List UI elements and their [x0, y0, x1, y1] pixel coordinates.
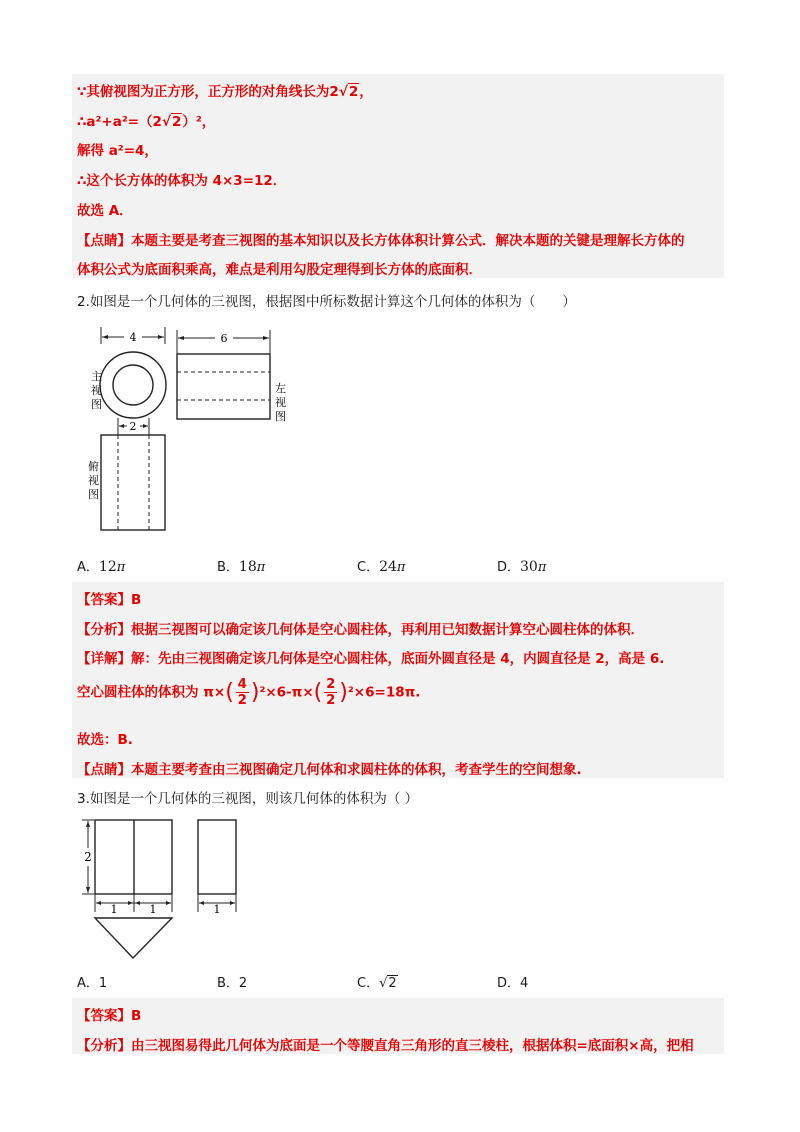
front-dim-label: 4	[129, 331, 137, 344]
top-view-triangle	[95, 918, 172, 958]
solution-line-5: 故选 A．	[77, 203, 133, 219]
side-dim-label: 6	[220, 332, 228, 345]
detail-line: 【详解】解：先由三视图确定该几何体是空心圆柱体，底面外圆直径是 4，内圆直径是 2，高是 6.	[77, 651, 665, 667]
question-2-stem: 2.如图是一个几何体的三视图，根据图中所标数据计算这个几何体的体积为（ ）	[77, 294, 576, 310]
top-view-rect	[101, 435, 165, 530]
height-label: 2	[84, 850, 92, 864]
side-view-label-2: 视	[275, 396, 286, 409]
width-label-2: 1	[149, 903, 157, 916]
solution-line-1: ∵其俯视图为正方形，正方形的对角线长为2√2，	[77, 84, 373, 100]
top-view-label-1: 俯	[88, 460, 99, 473]
side-view-label-3: 图	[275, 410, 286, 423]
q2-three-view-figure	[80, 320, 300, 540]
side-view-rect	[198, 820, 236, 894]
width-label-1: 1	[110, 903, 118, 916]
q3-option-d[interactable]: D．4	[497, 976, 529, 991]
q2-option-b[interactable]: B．18π	[217, 559, 266, 575]
sqrt-symbol: √2	[161, 114, 182, 130]
question-3-stem: 3.如图是一个几何体的三视图，则该几何体的体积为（ ）	[77, 791, 419, 807]
choice-line: 故选：B.	[77, 732, 133, 748]
analysis-line: 【分析】根据三视图可以确定该几何体是空心圆柱体，再利用已知数据计算空心圆柱体的体积．	[77, 622, 644, 638]
answer-label: 【答案】B	[77, 592, 142, 608]
fraction-2-over-2: $\frac{2}{2}$	[326, 677, 336, 708]
front-view-label-1: 主	[91, 370, 102, 383]
front-view-label-2: 视	[91, 384, 102, 397]
comment-line: 【点睛】本题主要考查由三视图确定几何体和求圆柱体的体积，考查学生的空间想象.	[77, 762, 582, 778]
solution-line-4: ∴这个长方体的体积为 4×3=12．	[77, 173, 287, 189]
q2-option-a[interactable]: A．12π	[77, 559, 126, 575]
comment-line-2: 体积公式为底面积乘高，难点是利用勾股定理得到长方体的底面积．	[77, 262, 482, 278]
sqrt-symbol: √2	[379, 976, 397, 991]
solution-line-3: 解得 a²=4，	[77, 143, 158, 159]
top-dim-label: 2	[129, 420, 137, 433]
solution-line-2: ∴a²+a²=（2√2）²，	[77, 114, 216, 130]
q3-option-b[interactable]: B．2	[217, 976, 248, 991]
outer-circle	[100, 352, 166, 418]
top-view-label-3: 图	[88, 488, 99, 501]
q2-option-d[interactable]: D．30π	[497, 559, 547, 575]
q2-option-c[interactable]: C．24π	[357, 559, 406, 575]
inner-circle	[113, 365, 153, 405]
side-view-label-1: 左	[275, 382, 286, 395]
fraction-4-over-2: $\frac{4}{2}$	[237, 677, 247, 708]
comment-line-1: 【点睛】本题主要是考查三视图的基本知识以及长方体体积计算公式．解决本题的关键是理解长方体的	[77, 233, 685, 249]
answer-label-3: 【答案】B	[77, 1008, 142, 1024]
q3-option-c[interactable]: C．√2	[357, 976, 397, 991]
q3-option-a[interactable]: A．1	[77, 976, 108, 991]
analysis-line-3: 【分析】由三视图易得此几何体为底面是一个等腰直角三角形的直三棱柱，根据体积=底面积×高，把相	[77, 1038, 694, 1054]
front-view-label-3: 图	[91, 398, 102, 411]
side-view-rect	[177, 354, 270, 419]
formula-line: 空心圆柱体的体积为 π×( $\frac{4}{2}$ )²×6-π×( $\frac{2}{2}$ )²×6=18π.	[77, 677, 421, 708]
q3-three-view-figure	[74, 812, 254, 962]
sqrt-symbol: √2	[338, 84, 359, 100]
side-width-label: 1	[213, 903, 221, 916]
top-view-label-2: 视	[88, 474, 99, 487]
